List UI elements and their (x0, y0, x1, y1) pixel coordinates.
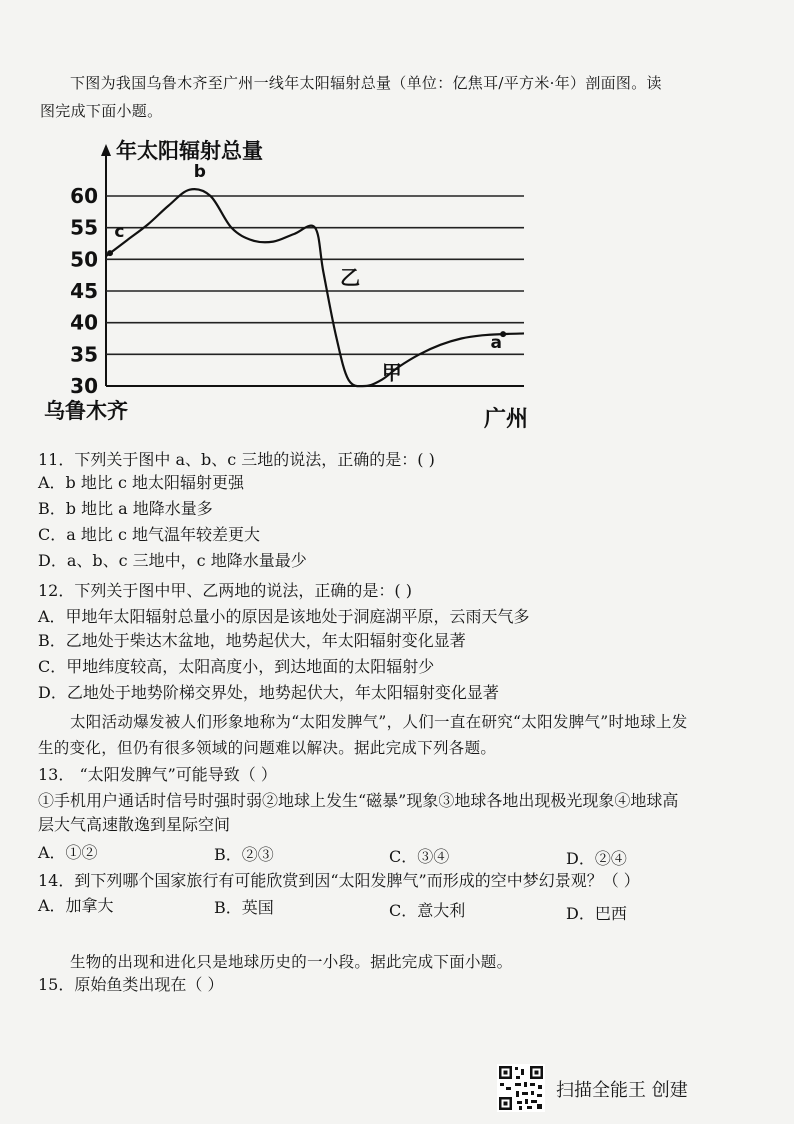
q13-option-c: C．③④ (389, 847, 450, 866)
qr-code-icon (497, 1064, 545, 1112)
y-tick-label: 45 (70, 279, 98, 303)
q12-option-c: C．甲地纬度较高，太阳高度小，到达地面的太阳辐射少 (38, 657, 435, 676)
radiation-profile-chart (40, 128, 540, 438)
intro2-line-1: 太阳活动爆发被人们形象地称为“太阳发脾气”，人们一直在研究“太阳发脾气”时地球上发 (70, 713, 688, 731)
y-tick-label: 40 (70, 310, 98, 335)
q14-option-d: D．巴西 (566, 904, 627, 923)
q13-option-a: A．①② (38, 843, 98, 862)
intro3-line-1: 生物的出现和进化只是地球历史的一小段。据此完成下面小题。 (70, 953, 513, 971)
chart-svg (40, 128, 540, 438)
intro2-line-2: 生的变化，但仍有很多领域的问题难以解决。据此完成下列各题。 (38, 739, 497, 757)
y-axis-title: 年太阳辐射总量 (116, 139, 263, 163)
q13-option-d: D．②④ (566, 849, 627, 868)
x-start-label: 乌鲁木齐 (44, 399, 128, 423)
intro-line-2: 图完成下面小题。 (40, 102, 163, 120)
point-label-甲: 甲 (381, 360, 402, 385)
y-tick-label: 50 (70, 247, 98, 272)
q12-option-a: A．甲地年太阳辐射总量小的原因是该地处于洞庭湖平原，云雨天气多 (38, 607, 530, 626)
intro-line-1: 下图为我国乌鲁木齐至广州一线年太阳辐射总量（单位：亿焦耳/平方米·年）剖面图。读 (70, 74, 662, 92)
q12-option-b: B．乙地处于柴达木盆地，地势起伏大，年太阳辐射变化显著 (38, 631, 466, 650)
q14-option-a: A．加拿大 (38, 896, 114, 915)
q13-option-b: B．②③ (214, 845, 274, 864)
q11-option-b: B．b 地比 a 地降水量多 (38, 499, 213, 518)
q13-stem: 13． “太阳发脾气”可能导致（ ） (38, 765, 277, 784)
point-c-marker (107, 250, 113, 256)
q14-option-b: B．英国 (214, 898, 274, 917)
q11-option-a: A．b 地比 c 地太阳辐射更强 (38, 473, 245, 492)
q12-stem: 12．下列关于图中甲、乙两地的说法，正确的是：( ) (38, 581, 412, 600)
q14-stem: 14．到下列哪个国家旅行有可能欣赏到因“太阳发脾气”而形成的空中梦幻景观？（ ） (38, 871, 640, 890)
y-tick-label: 35 (70, 342, 98, 367)
q11-option-d: D．a、b、c 三地中，c 地降水量最少 (38, 551, 307, 570)
y-tick-label: 30 (70, 374, 98, 398)
point-label-c: c (114, 222, 125, 243)
q11-stem: 11．下列关于图中 a、b、c 三地的说法，正确的是：( ) (38, 450, 435, 469)
q15-stem: 15．原始鱼类出现在（ ） (38, 975, 224, 994)
radiation-curve (106, 189, 524, 386)
q13-body-line-2: 层大气高速散逸到星际空间 (38, 815, 231, 834)
y-tick-label: 55 (70, 215, 98, 240)
q11-option-c: C．a 地比 c 地气温年较差更大 (38, 525, 261, 544)
y-tick-label: 60 (70, 184, 98, 208)
y-axis-arrow (101, 144, 111, 156)
scanner-watermark-text: 扫描全能王 创建 (556, 1080, 688, 1101)
q12-option-d: D．乙地处于地势阶梯交界处，地势起伏大，年太阳辐射变化显著 (38, 683, 499, 702)
point-label-a: a (490, 333, 503, 353)
point-label-乙: 乙 (340, 265, 361, 290)
q14-option-c: C．意大利 (389, 901, 466, 920)
point-label-b: b (193, 162, 206, 182)
x-end-label: 广州 (484, 407, 529, 432)
q13-body-line-1: ①手机用户通话时信号时强时弱②地球上发生“磁暴”现象③地球各地出现极光现象④地球高 (38, 791, 679, 810)
